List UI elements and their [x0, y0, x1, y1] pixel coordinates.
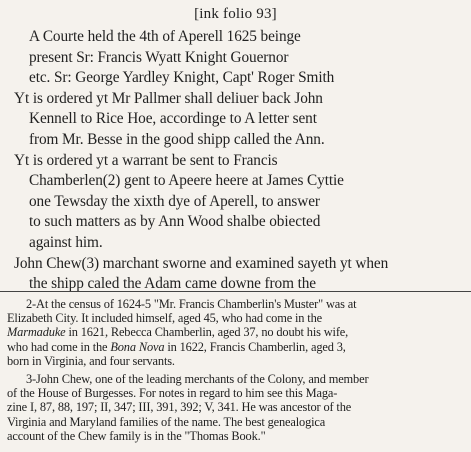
footnote-line: zine I, 87, 88, 197; II, 347; III, 391, 392; V, 341. He was ancestor of the [7, 400, 352, 415]
footnote-line: 3-John Chew, one of the leading merchants of the Colony, and member [26, 372, 369, 387]
footnote-line: born in Virginia, and four servants. [7, 353, 175, 368]
ship-name: Marmaduke [7, 325, 66, 340]
ship-name: Bona Nova [110, 339, 165, 354]
text-line: present Sr: Francis Wyatt Knight Gouernor [29, 48, 289, 66]
text-line: Chamberlen(2) gent to Apeere heere at James Cyttie [29, 172, 344, 190]
footnote-line: Virginia and Maryland families of the name. The best genealogica [7, 414, 326, 429]
record-paragraph-court-held [14, 27, 466, 89]
footnote-line: account of the Chew family is in the "Thomas Book." [7, 428, 266, 443]
record-paragraph-chew-testimony [14, 254, 466, 295]
footnotes [7, 297, 465, 447]
footnote-2 [7, 297, 465, 368]
text-line: etc. Sr: George Yardley Knight, Capt' Roger Smith [29, 69, 335, 87]
record-paragraph-chamberlen-warrant [14, 151, 466, 254]
text-line: John Chew(3) marchant sworne and examined sayeth yt when [14, 254, 389, 272]
folio-note: [ink folio 93] [194, 6, 277, 22]
footnote-line: who had come in the Bona Nova in 1622, Francis Chamberlin, aged 3, [7, 339, 346, 354]
text-line: against him. [29, 233, 103, 251]
court-record-transcript [14, 27, 466, 295]
text-line: Yt is ordered yt Mr Pallmer shall deliuer back John [14, 89, 323, 107]
text-line: the shipp caled the Adam came downe from the [29, 275, 316, 293]
footnote-line: of the House of Burgesses. For notes in regard to him see this Maga- [7, 386, 338, 401]
footnote-3 [7, 372, 465, 443]
record-paragraph-pallmer-order [14, 89, 466, 151]
footnote-divider [0, 291, 471, 292]
text-line: A Courte held the 4th of Aperell 1625 beinge [29, 28, 301, 45]
footnote-line: Marmaduke in 1621, Rebecca Chamberlin, aged 37, no doubt his wife, [7, 325, 349, 340]
text-line: Yt is ordered yt a warrant be sent to Francis [14, 151, 278, 169]
text-line: to such matters as by Ann Wood shalbe obiected [29, 213, 321, 231]
footnote-line: Elizabeth City. It included himself, aged 45, who had come in the [7, 311, 322, 326]
footnote-line: 2-At the census of 1624-5 "Mr. Francis Chamberlin's Muster" was at [26, 297, 357, 311]
text-line: from Mr. Besse in the good shipp called the Ann. [29, 130, 325, 148]
text-line: Kennell to Rice Hoe, accordinge to A letter sent [29, 110, 317, 128]
text-line: one Tewsday the xixth dye of Aperell, to answer [29, 192, 320, 210]
